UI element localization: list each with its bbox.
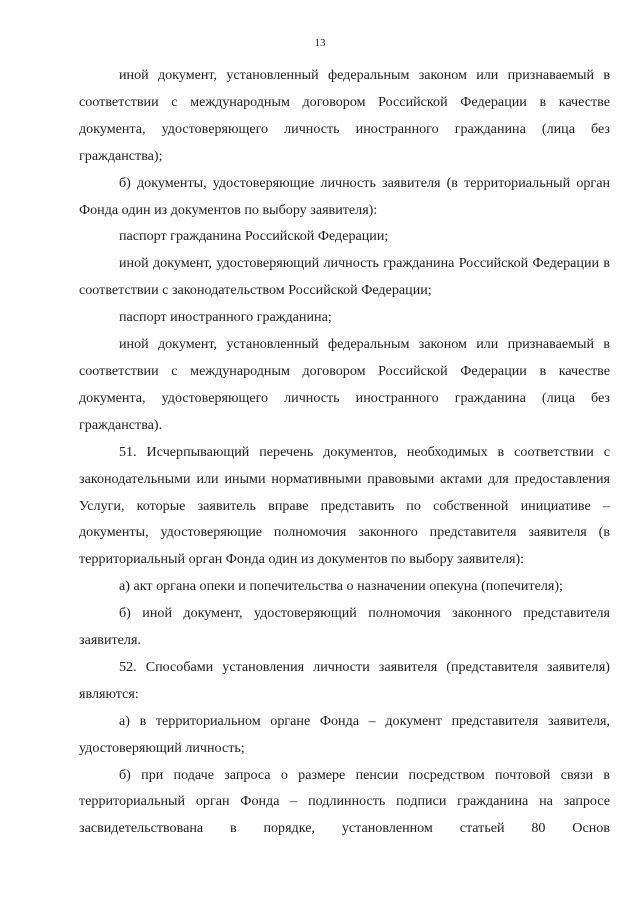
- paragraph: иной документ, установленный федеральным законом или признаваемый в соответствии с международным договором Российской Федерации в качестве документа, удостоверяющего личность иностранного гражданина (лица без гражданства);: [79, 67, 610, 164]
- paragraph: иной документ, удостоверяющий личность гражданина Российской Федерации в соответствии с законодательством Российской Федерации;: [79, 255, 610, 299]
- paragraph: иной документ, установленный федеральным законом или признаваемый в соответствии с международным договором Российской Федерации в качестве документа, удостоверяющего личность иностранного гражданина (лица без гражданства).: [79, 336, 610, 433]
- page-number: 13: [314, 37, 326, 49]
- paragraph: б) при подаче запроса о размере пенсии посредством почтовой связи в территориальный орган Фонда – подлинность подписи гражданина на запросе засвидетельствована в порядке, установленном статьей 80 Основ: [79, 766, 610, 837]
- paragraph: б) иной документ, удостоверяющий полномочия законного представителя заявителя.: [79, 605, 610, 649]
- paragraph: б) документы, удостоверяющие личность заявителя (в территориальный орган Фонда один из документов по выбору заявителя):: [79, 174, 610, 218]
- paragraph: паспорт гражданина Российской Федерации;: [119, 228, 389, 245]
- paragraph: 51. Исчерпывающий перечень документов, необходимых в соответствии с законодательными или иными нормативными правовыми актами для предоставления Услуги, которые заявитель вправе представить по собственной инициативе – документы, удостоверяющие полномочия законного представителя заявителя (в территориальный орган Фонда один из документов по выбору заявителя):: [79, 443, 610, 568]
- paragraph: паспорт иностранного гражданина;: [119, 309, 332, 326]
- paragraph: а) в территориальном органе Фонда – документ представителя заявителя, удостоверяющий личность;: [79, 712, 610, 756]
- document-body: [79, 62, 610, 842]
- paragraph: а) акт органа опеки и попечительства о назначении опекуна (попечителя);: [119, 578, 563, 595]
- paragraph: 52. Способами установления личности заявителя (представителя заявителя) являются:: [79, 658, 610, 702]
